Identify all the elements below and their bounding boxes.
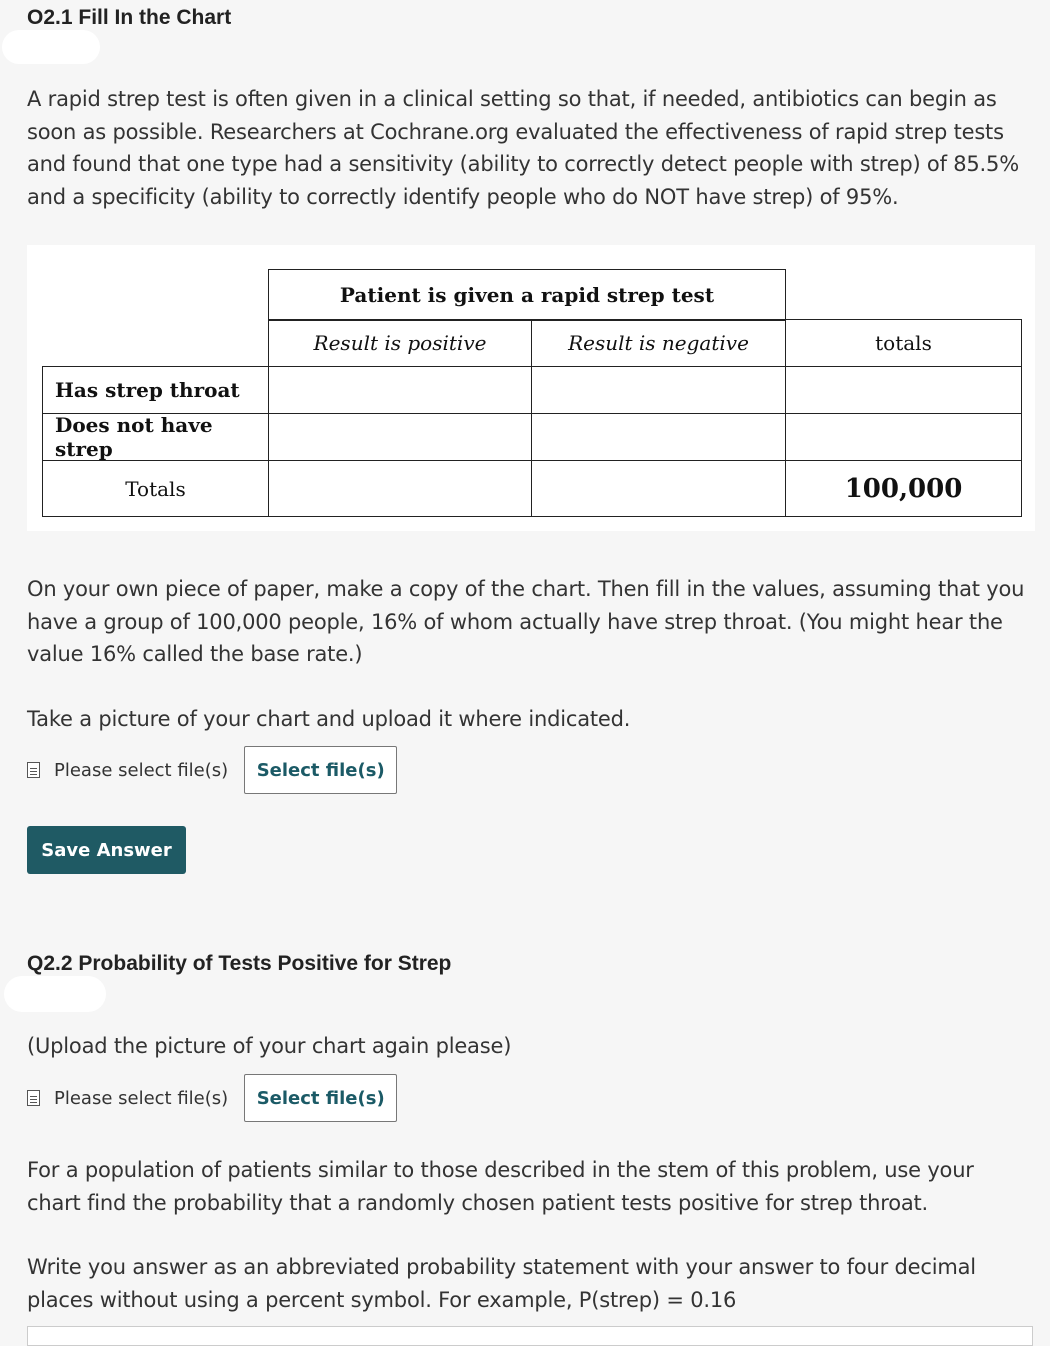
table-cell <box>268 413 532 461</box>
col-header-positive: Result is positive <box>268 319 532 367</box>
row-label-totals: Totals <box>42 460 269 517</box>
table-cell <box>785 366 1022 414</box>
file-icon <box>27 1090 40 1106</box>
redaction-blob <box>2 30 100 64</box>
col-header-totals: totals <box>785 319 1022 367</box>
table-cell <box>531 366 786 414</box>
redaction-blob <box>4 976 106 1012</box>
file-status: Please select file(s) <box>54 1087 229 1109</box>
table-cell <box>531 413 786 461</box>
select-files-button[interactable]: Select file(s) <box>244 1074 397 1122</box>
upload-again-prompt: (Upload the picture of your chart again please) <box>27 1034 512 1058</box>
file-upload-row <box>27 746 397 794</box>
question-title-2-1: O2.1 Fill In the Chart <box>27 6 232 29</box>
answer-input[interactable] <box>27 1326 1033 1346</box>
save-answer-button[interactable]: Save Answer <box>27 826 186 874</box>
chart-instructions: On your own piece of paper, make a copy of the chart. Then fill in the values, assuming that you have a group of 100,000 people, 16% of whom actually have strep throat. (You might hear the value 16% called the base rate.) <box>27 577 1025 666</box>
select-files-button[interactable]: Select file(s) <box>244 746 397 794</box>
row-label-no-strep: Does not have strep <box>42 413 269 461</box>
col-header-negative: Result is negative <box>531 319 786 367</box>
answer-format-note: Write you answer as an abbreviated probability statement with your answer to four decimal places without using a percent symbol. For example, P(strep) = 0.16 <box>27 1255 976 1312</box>
question-title-2-2: Q2.2 Probability of Tests Positive for Strep <box>27 952 452 975</box>
table-cell <box>268 460 532 517</box>
upload-prompt: Take a picture of your chart and upload it where indicated. <box>27 707 631 731</box>
table-header-group: Patient is given a rapid strep test <box>268 269 786 321</box>
question-text: For a population of patients similar to those described in the stem of this problem, use your chart find the probability that a randomly chosen patient tests positive for strep throat. <box>27 1158 974 1215</box>
contingency-table <box>27 245 1035 531</box>
file-upload-row <box>27 1074 397 1122</box>
file-status: Please select file(s) <box>54 759 229 781</box>
question-intro: A rapid strep test is often given in a clinical setting so that, if needed, antibiotics can begin as soon as possible. Researchers at Cochrane.org evaluated the effectiveness of rapid strep tests and found that one type had a sensitivity (ability to correctly detect people with strep) of 85.5% and a specificity (ability to correctly identify people who do NOT have strep) of 95%. <box>27 87 1019 209</box>
file-icon <box>27 762 40 778</box>
row-label-has-strep: Has strep throat <box>42 366 269 414</box>
grand-total-value: 100,000 <box>785 460 1022 517</box>
table-cell <box>268 366 532 414</box>
table-cell <box>785 413 1022 461</box>
table-cell <box>531 460 786 517</box>
